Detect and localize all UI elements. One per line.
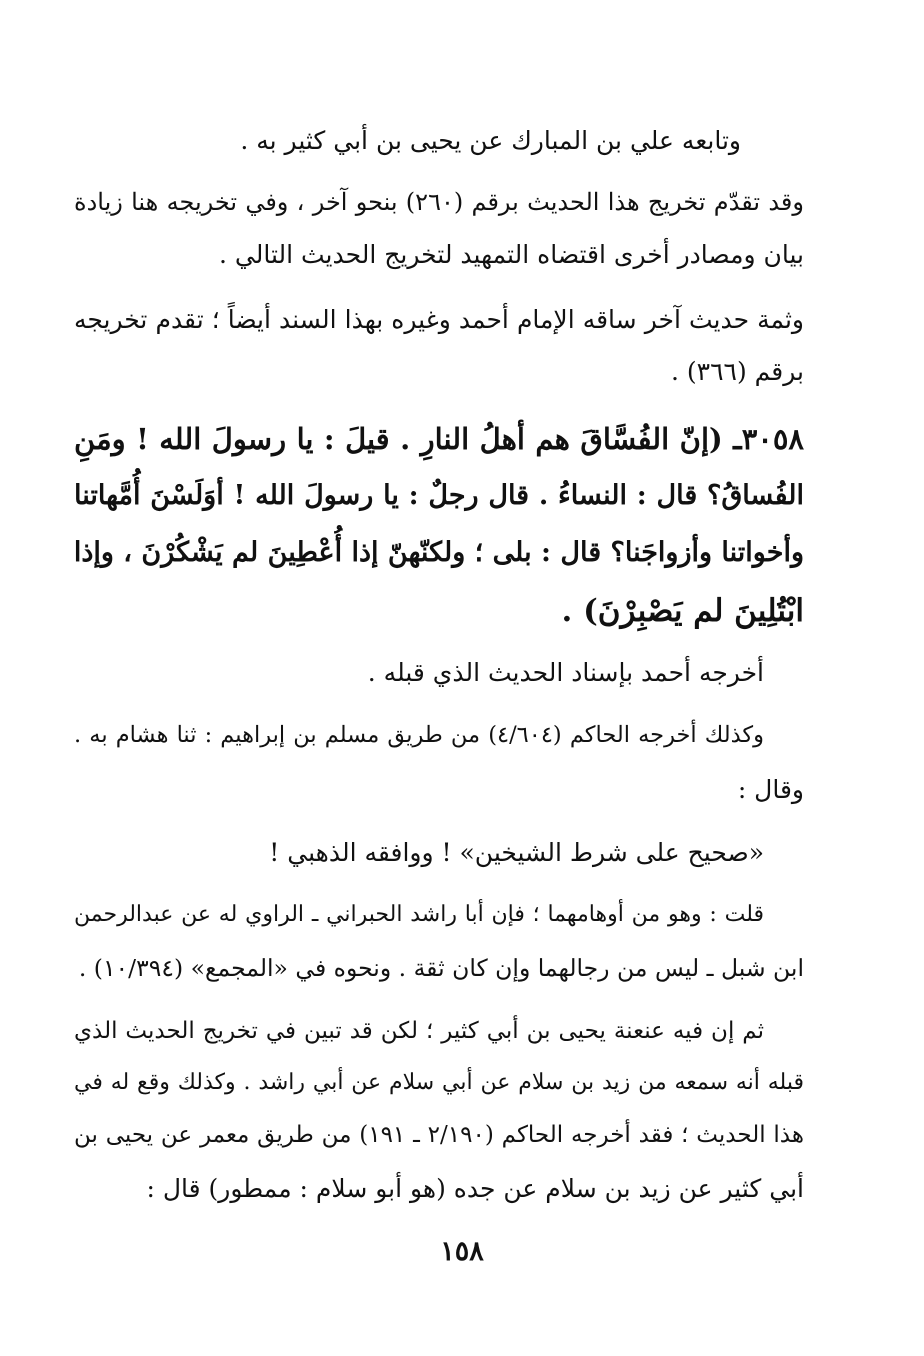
- text-line-1: وتابعه علي بن المبارك عن يحيى بن أبي كثير به .: [240, 126, 741, 155]
- text-line-6: أخرجه أحمد بإسناد الحديث الذي قبله .: [367, 658, 764, 687]
- text-line-12: قبله أنه سمعه من زيد بن سلام عن أبي سلام عن أبي راشد . وكذلك وقع له في: [74, 1070, 804, 1095]
- text-line-8: وقال :: [737, 775, 804, 804]
- text-line-5: برقم (٣٦٦) .: [671, 357, 804, 386]
- text-line-13: هذا الحديث ؛ فقد أخرجه الحاكم (٢/١٩٠ ـ ١٩١) من طريق معمر عن يحيى بن: [74, 1122, 805, 1148]
- text-line-4: وثمة حديث آخر ساقه الإمام أحمد وغيره بهذا السند أيضاً ؛ تقدم تخريجه: [74, 305, 804, 334]
- text-line-9: قلت : وهو من أوهامهما ؛ فإن أبا راشد الحبراني ـ الراوي له عن عبدالرحمن: [74, 902, 764, 927]
- page-number: ١٥٨: [440, 1236, 484, 1267]
- text-line-2: وقد تقدّم تخريج هذا الحديث برقم (٢٦٠) بنحو آخر ، وفي تخريجه هنا زيادة: [74, 188, 804, 216]
- hadith-line-2: الفُساقُ؟ قال : النساءُ . قال رجلٌ : يا رسولَ الله ! أوَلَسْنَ أُمَّهاتنا: [74, 480, 804, 511]
- quote-line: «صحيح على شرط الشيخين» ! ووافقه الذهبي !: [269, 838, 764, 867]
- hadith-line-4: ابْتُلِينَ لم يَصْبِرْنَ) .: [561, 593, 804, 629]
- text-line-7: وكذلك أخرجه الحاكم (٤/٦٠٤) من طريق مسلم بن إبراهيم : ثنا هشام به .: [74, 722, 764, 748]
- hadith-line-3: وأخواتنا وأزواجَنا؟ قال : بلى ؛ ولكنّهنّ إذا أُعْطِينَ لم يَشْكُرْنَ ، وإذا: [73, 537, 804, 568]
- text-line-10: ابن شبل ـ ليس من رجالهما وإن كان ثقة . ونحوه في «المجمع» (١٠/٣٩٤) .: [78, 954, 804, 982]
- hadith-line-1: ٣٠٥٨ـ (إنّ الفُسَّاقَ هم أهلُ النارِ . قيلَ : يا رسولَ الله ! ومَنِ: [74, 422, 804, 456]
- text-line-14: أبي كثير عن زيد بن سلام عن جده (هو أبو سلام : ممطور) قال :: [146, 1174, 804, 1203]
- text-line-3: بيان ومصادر أخرى اقتضاه التمهيد لتخريج الحديث التالي .: [218, 240, 804, 269]
- text-line-11: ثم إن فيه عنعنة يحيى بن أبي كثير ؛ لكن قد تبين في تخريج الحديث الذي: [74, 1018, 764, 1044]
